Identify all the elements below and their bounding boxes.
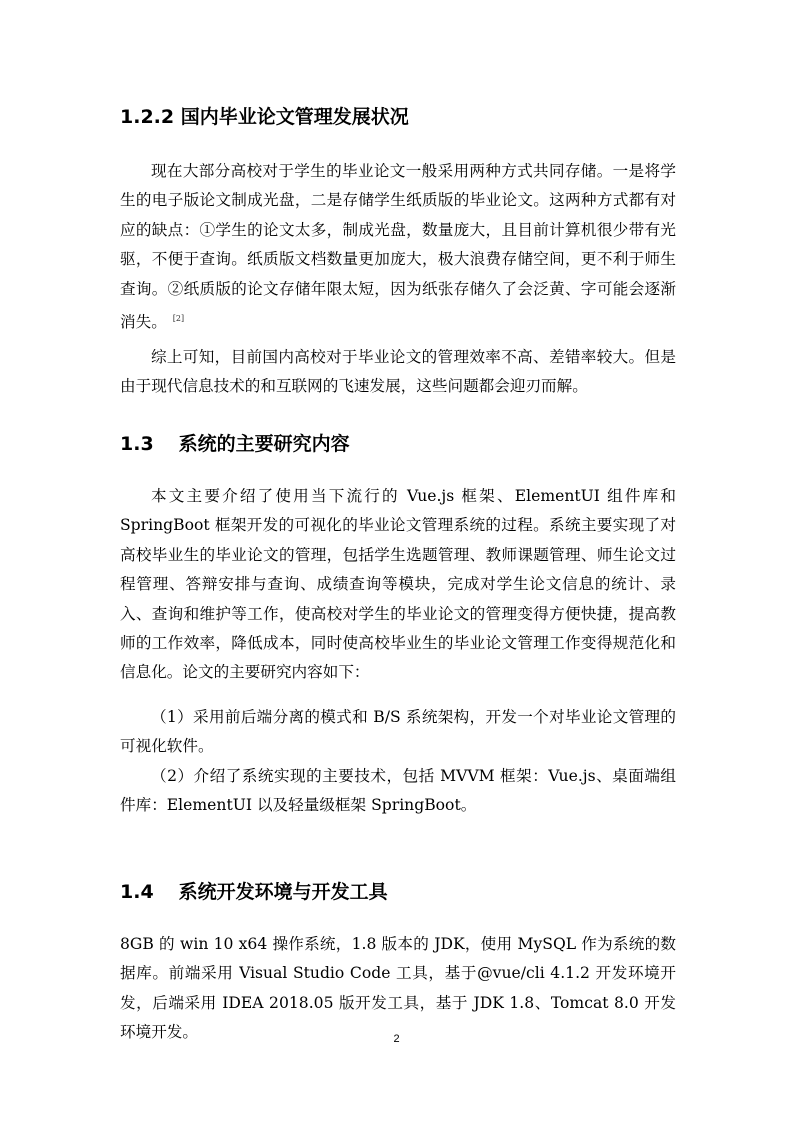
section-heading-1-3 [120, 432, 350, 456]
section-number: 1.3 [120, 433, 154, 455]
paragraph: 综上可知，目前国内高校对于毕业论文的管理效率不高、差错率较大。但是由于现代信息技术的和互联网的飞速发展，这些问题都会迎刃而解。 [120, 348, 676, 396]
section-number: 1.2.2 [120, 106, 175, 128]
page-number: 2 [393, 1033, 400, 1045]
section-title: 系统开发环境与开发工具 [178, 881, 388, 903]
paragraph: （2）介绍了系统实现的主要技术，包括 MVVM 框架：Vue.js、桌面端组件库：ElementUI 以及轻量级框架 SpringBoot。 [120, 767, 676, 815]
paragraph [120, 157, 676, 338]
section-heading-1-4 [120, 880, 388, 904]
section-number: 1.4 [120, 881, 154, 903]
citation-ref: [2] [172, 314, 185, 324]
section-title: 国内毕业论文管理发展状况 [180, 106, 409, 128]
section-heading-1-2-2 [120, 105, 409, 129]
paragraph: （1）采用前后端分离的模式和 B/S 系统架构，开发一个对毕业论文管理的可视化软件。 [120, 708, 676, 756]
paragraph-text: 现在大部分高校对于学生的毕业论文一般采用两种方式共同存储。一是将学生的电子版论文制成光盘，二是存储学生纸质版的毕业论文。这两种方式都有对应的缺点：①学生的论文太多，制成光盘，数量庞大，且目前计算机很少带有光驱，不便于查询。纸质版文档数量更加庞大，极大浪费存储空间，更不利于师生查询。②纸质版的论文存储年限太短，因为纸张存储久了会泛黄、字可能会逐渐消失。 [120, 162, 676, 332]
paragraph: 8GB 的 win 10 x64 操作系统，1.8 版本的 JDK，使用 MySQL 作为系统的数据库。前端采用 Visual Studio Code 工具，基于@vue/cli 4.1.2 开发环境开发，后端采用 IDEA 2018.05 版开发工具，基于 JDK 1.8、Tomcat 8.0 开发环境开发。 [120, 935, 676, 1042]
section-title: 系统的主要研究内容 [178, 433, 350, 455]
paragraph: 本文主要介绍了使用当下流行的 Vue.js 框架、ElementUI 组件库和 SpringBoot 框架开发的可视化的毕业论文管理系统的过程。系统主要实现了对高校毕业生的毕业论文的管理，包括学生选题管理、教师课题管理、师生论文过程管理、答辩安排与查询、成绩查询等模块，完成对学生论文信息的统计、录入、查询和维护等工作，使高校对学生的毕业论文的管理变得方便快捷，提高教师的工作效率，降低成本，同时使高校毕业生的毕业论文管理工作变得规范化和信息化。论文的主要研究内容如下： [120, 487, 676, 682]
